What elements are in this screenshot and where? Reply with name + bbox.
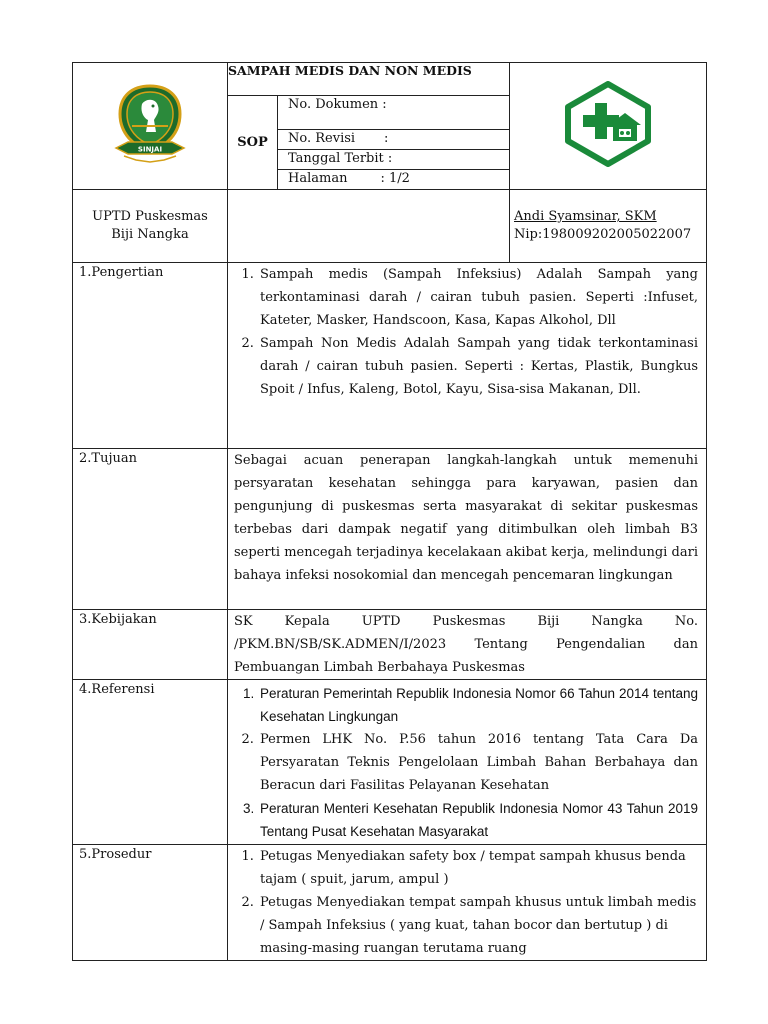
- section-label-referensi: 4.Referensi: [73, 680, 228, 845]
- issue-date-field: Tanggal Terbit :: [278, 150, 510, 170]
- sop-label: SOP: [228, 96, 278, 190]
- section-content-kebijakan: SK Kepala UPTD Puskesmas Biji Nangka No. /PKM.BN/SB/SK.ADMEN/I/2023 Tentang Pengendalian dan Pembuangan Limbah Berbahaya Puskesmas: [228, 610, 707, 680]
- org-line-1: UPTD Puskesmas: [92, 209, 208, 224]
- signer-nip: Nip:198009202005022007: [514, 227, 692, 242]
- section-label-tujuan: 2.Tujuan: [73, 449, 228, 610]
- list-item: 1. Petugas Menyediakan safety box / tempat sampah khusus benda tajam ( spuit, jarum, ampul ): [258, 845, 698, 891]
- blank-cell: [228, 190, 510, 263]
- puskesmas-logo-icon: [563, 81, 653, 167]
- list-item: 1. Sampah medis (Sampah Infeksius) Adalah Sampah yang terkontaminasi darah / cairan tubuh pasien. Seperti :Infuset, Kateter, Masker, Handscoon, Kasa, Kapas Alkohol, Dll: [258, 263, 698, 332]
- sop-table: [72, 62, 707, 961]
- list-item: 3. Peraturan Menteri Kesehatan Republik Indonesia Nomor 43 Tahun 2019 Tentang Pusat Kesehatan Masyarakat: [258, 797, 698, 843]
- sinjai-crest-icon: [110, 82, 190, 166]
- list-item: 2. Permen LHK No. P.56 tahun 2016 tentang Tata Cara Da Persyaratan Teknis Pengelolaan Limbah Bahan Berbahaya dan Beracun dari Fasilitas Pelayanan Kesehatan: [258, 728, 698, 797]
- section-label-prosedur: 5.Prosedur: [73, 845, 228, 961]
- section-content-prosedur: [228, 845, 707, 961]
- organization-name: [73, 190, 228, 263]
- signature-block: [510, 190, 707, 263]
- section-content-tujuan: Sebagai acuan penerapan langkah-langkah untuk memenuhi persyaratan kesehatan sehingga para karyawan, pasien dan pengunjung di puskesmas serta masyarakat di sekitar puskesmas terbebas dari dampak negatif yang ditimbulkan oleh limbah B3 seperti mencegah terjadinya kecelakaan akibat kerja, melindungi dari bahaya infeksi nosokomial dan mencegah pencemaran lingkungan: [228, 449, 707, 610]
- org-line-2: Biji Nangka: [111, 227, 189, 242]
- sinjai-crest-cell: [73, 63, 228, 190]
- revision-field: No. Revisi :: [278, 130, 510, 150]
- doc-number-field: No. Dokumen :: [278, 96, 510, 130]
- puskesmas-logo-cell: [510, 63, 707, 190]
- section-label-kebijakan: 3.Kebijakan: [73, 610, 228, 680]
- sop-document: [72, 62, 706, 955]
- signer-name: Andi Syamsinar, SKM: [514, 209, 657, 224]
- list-item: 2. Sampah Non Medis Adalah Sampah yang tidak terkontaminasi darah / cairan tubuh pasien. Seperti : Kertas, Plastik, Bungkus Spoit / Infus, Kaleng, Botol, Kayu, Sisa-sisa Makanan, Dll.: [258, 332, 698, 401]
- crest-banner-text: SINJAI: [137, 145, 163, 154]
- page-field: Halaman : 1/2: [278, 170, 510, 190]
- list-item: 1. Peraturan Pemerintah Republik Indonesia Nomor 66 Tahun 2014 tentang Kesehatan Lingkungan: [258, 682, 698, 728]
- list-item: 2. Petugas Menyediakan tempat sampah khusus untuk limbah medis / Sampah Infeksius ( yang kuat, tahan bocor dan bertutup ) di masing-masing ruangan terutama ruang: [258, 891, 698, 960]
- document-title: SAMPAH MEDIS DAN NON MEDIS: [228, 63, 510, 96]
- section-label-pengertian: 1.Pengertian: [73, 263, 228, 449]
- section-content-pengertian: [228, 263, 707, 449]
- section-content-referensi: [228, 680, 707, 845]
